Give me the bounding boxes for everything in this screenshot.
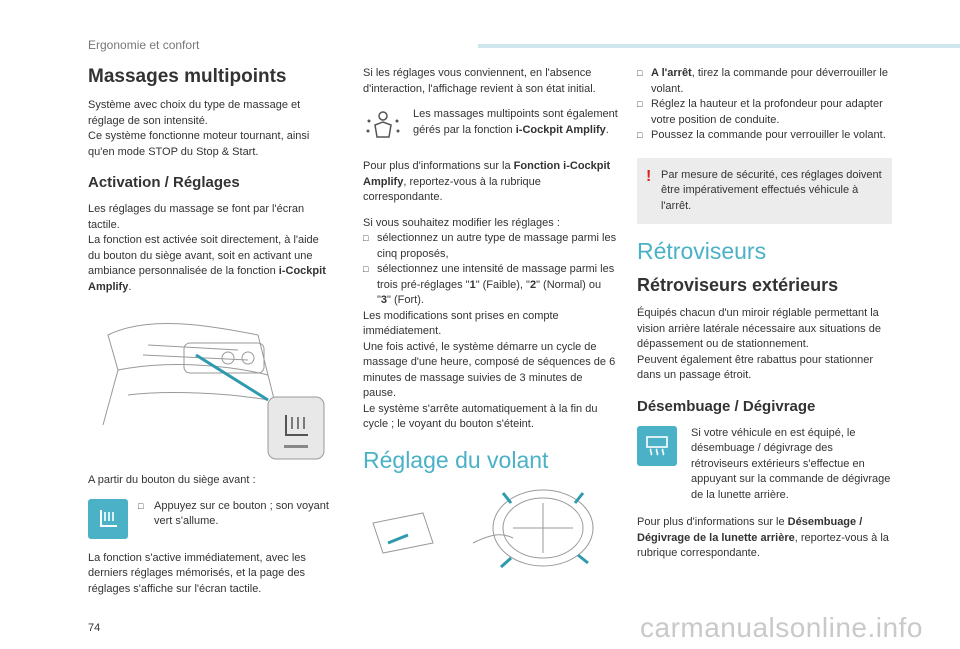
more-post: , reportez-vous à la rubrique correspondante. — [637, 531, 889, 559]
more-info — [363, 159, 618, 206]
note-text-main: Les massages multipoints sont également gérés par la fonction — [413, 108, 618, 136]
p1: Si les réglages vous conviennent, en l'absence d'interaction, l'affichage revient à son état initial. — [363, 67, 596, 95]
column-right — [637, 66, 892, 572]
warning-icon: ! — [646, 167, 652, 185]
paragraph — [88, 202, 333, 295]
p3: Les modifications sont prises en compte immédiatement. — [363, 309, 559, 337]
warning-note — [637, 158, 892, 225]
b2-text: Réglez la hauteur et la profondeur pour adapter votre position de conduite. — [651, 98, 883, 126]
bullet-2 — [363, 262, 618, 309]
press-bullet — [138, 499, 333, 530]
section-header: Ergonomie et confort — [88, 38, 200, 52]
title-activation: Activation / Réglages — [88, 174, 240, 191]
desemb-row — [637, 426, 892, 504]
b3-text: Poussez la commande pour verrouiller le volant. — [651, 129, 886, 141]
p5: Le système s'arrête automatiquement à la fin du cycle ; le voyant du bouton s'éteint. — [363, 402, 598, 430]
steering-bullet-2 — [637, 97, 892, 128]
defrost-icon — [637, 426, 677, 466]
b1-text: , tirez la commande pour déverrouiller le volant. — [651, 67, 888, 95]
press-row — [88, 499, 333, 539]
title-massages: Massages multipoints — [88, 66, 287, 87]
p4: Une fois activé, le système démarre un cycle de massage d'une heure, composé de séquences de 6 minutes de massage suivies de 3 minutes de pause. — [363, 340, 616, 399]
b2-pre: sélectionnez une intensité de massage parmi les trois pré-réglages " — [377, 263, 615, 291]
b2-mid1: " (Faible), " — [475, 278, 530, 291]
act-2-end: . — [128, 280, 132, 293]
header-bar — [478, 44, 960, 48]
modify: Si vous souhaitez modifier les réglages : — [363, 216, 560, 229]
ext-2: Peuvent également être rabattus pour stationner dans un passage étroit. — [637, 353, 874, 381]
b2-3: 3 — [380, 294, 388, 306]
title-retroviseurs: Rétroviseurs — [637, 238, 767, 264]
steering-illustration — [363, 483, 618, 579]
more-info-pre: Pour plus d'informations sur la — [363, 160, 514, 172]
note-end: . — [605, 123, 609, 136]
more-pre: Pour plus d'informations sur le — [637, 516, 788, 528]
bullet-1 — [363, 231, 618, 262]
desemb-text: Si votre véhicule en est équipé, le désembuage / dégivrage des rétroviseurs extérieurs s'effectue en appuyant sur la commande de dégivrage de la lunette arrière. — [691, 426, 891, 501]
more-info-bold: Fonction i-Cockpit Amplify — [363, 160, 611, 188]
watermark: carmanualsonline.info — [640, 612, 923, 643]
steering-bullet-3 — [637, 128, 892, 144]
steering-drawing — [363, 483, 603, 573]
subtitle-desembuage: Désembuage / Dégivrage — [637, 397, 816, 415]
ext-paragraph — [637, 306, 892, 384]
warning-text: Par mesure de sécurité, ces réglages doivent être impérativement effectués véhicule à l'arrêt. — [661, 168, 882, 212]
note-text — [413, 107, 618, 138]
column-left — [88, 66, 333, 607]
ext-1: Équipés chacun d'un miroir réglable permettant la vision arrière latérale nécessaire aux situations de dépassement ou de stationnement. — [637, 307, 881, 350]
act-2: La fonction est activée soit directement, à l'aide du bouton du siège avant, soit en activant une ambiance personnalisée de la fonction — [88, 234, 319, 277]
seat-illustration — [88, 305, 333, 463]
column-middle — [363, 66, 618, 578]
seat-drawing — [88, 305, 333, 463]
from-button: A partir du bouton du siège avant : — [88, 474, 256, 486]
act-2-bold: i-Cockpit Amplify — [88, 265, 326, 293]
b2-2: 2 — [529, 278, 537, 291]
person-massage-icon — [363, 107, 403, 147]
note-row — [363, 107, 618, 147]
massage-seat-icon — [88, 499, 128, 539]
title-volant: Réglage du volant — [363, 446, 549, 473]
bullet-1-text: sélectionnez un autre type de massage parmi les cinq proposés, — [377, 232, 617, 260]
b2-end: " (Fort). — [387, 294, 424, 306]
subtitle-exterieurs: Rétroviseurs extérieurs — [637, 275, 839, 295]
intro-2: Ce système fonctionne moteur tournant, ainsi qu'en mode STOP du Stop & Start. — [88, 130, 310, 158]
more-info-post: , reportez-vous à la rubrique correspondante. — [363, 175, 541, 203]
activates: La fonction s'active immédiatement, avec les derniers réglages mémorisés, et la page des réglages s'affiche sur l'écran tactile. — [88, 551, 306, 595]
page-number: 74 — [88, 622, 101, 634]
b2-mid2: " (Normal) ou " — [377, 278, 602, 306]
note-bold: i-Cockpit Amplify — [515, 123, 606, 136]
desemb-more — [637, 515, 892, 562]
press-text: Appuyez sur ce bouton ; son voyant vert s'allume. — [154, 499, 329, 527]
steering-bullet-1 — [637, 66, 892, 97]
b1-bold: A l'arrêt — [651, 67, 692, 79]
more-bold: Désembuage / Dégivrage de la lunette arrière — [637, 516, 863, 544]
act-1: Les réglages du massage se font par l'écran tactile. — [88, 203, 305, 231]
intro-1: Système avec choix du type de massage et réglage de son intensité. — [88, 99, 301, 127]
b2-1: 1 — [469, 278, 476, 291]
paragraph — [88, 98, 333, 160]
